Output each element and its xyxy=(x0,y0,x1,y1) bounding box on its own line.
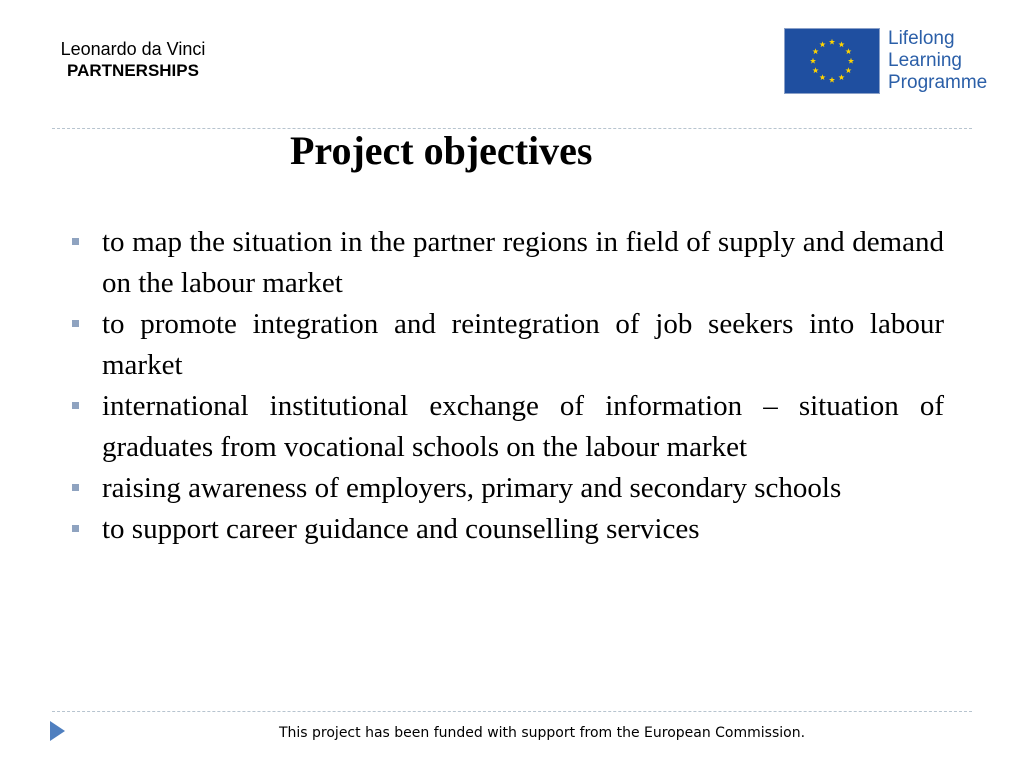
bullet-square-icon xyxy=(72,484,79,491)
eu-flag-icon xyxy=(784,28,880,94)
objective-text: to map the situation in the partner regions in field of supply and demand on the labour market xyxy=(102,226,944,299)
objectives-list xyxy=(72,222,944,550)
bullet-square-icon xyxy=(72,320,79,327)
objective-item xyxy=(72,509,944,550)
program-name-line1: Leonardo da Vinci xyxy=(60,39,206,59)
lifelong-learning-logo xyxy=(784,28,1004,98)
bullet-square-icon xyxy=(72,238,79,245)
funding-notice: This project has been funded with support from the European Commission. xyxy=(278,725,806,741)
objective-text: to promote integration and reintegration of job seekers into labour market xyxy=(102,308,944,381)
logo-text xyxy=(888,28,987,94)
bullet-square-icon xyxy=(72,525,79,532)
footer-divider xyxy=(52,711,972,712)
objective-text: international institutional exchange of information – situation of graduates from vocational schools on the labour market xyxy=(102,390,944,463)
program-name xyxy=(18,38,248,82)
logo-text-line1: Lifelong xyxy=(888,28,955,49)
bullet-square-icon xyxy=(72,402,79,409)
objective-text: to support career guidance and counselling services xyxy=(102,513,700,545)
objective-item xyxy=(72,386,944,468)
objective-item xyxy=(72,304,944,386)
objective-item xyxy=(72,222,944,304)
slide-title: Project objectives xyxy=(290,128,593,173)
logo-text-line2: Learning xyxy=(888,50,962,71)
objective-text: raising awareness of employers, primary and secondary schools xyxy=(102,472,842,504)
objective-item xyxy=(72,468,944,509)
program-name-line2: PARTNERSHIPS xyxy=(67,61,199,80)
logo-text-line3: Programme xyxy=(888,72,988,93)
